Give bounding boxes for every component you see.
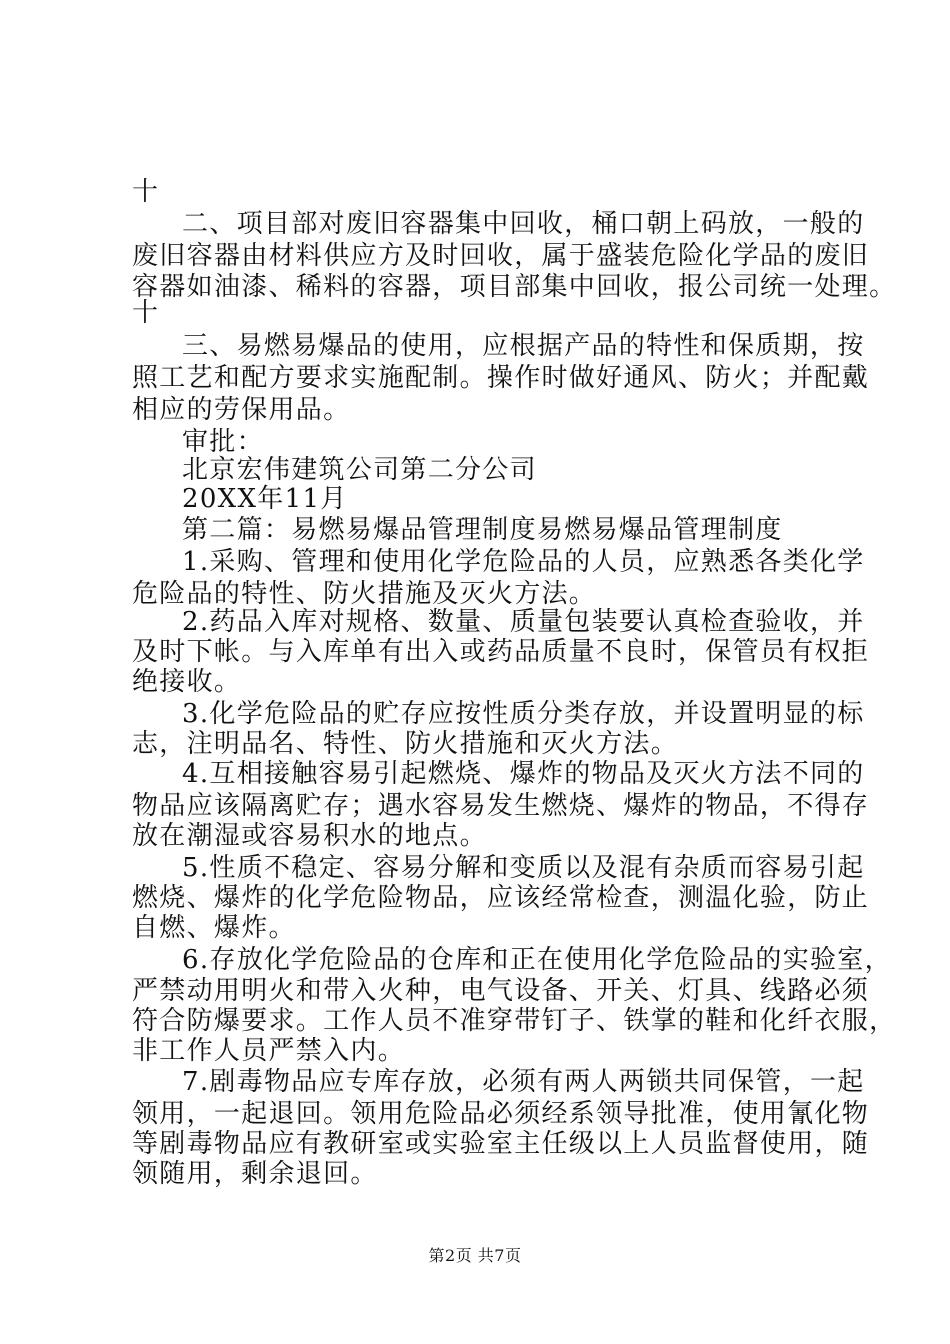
text-line: 20XX年11月 bbox=[182, 484, 348, 514]
text-line: 1.采购、管理和使用化学危险品的人员，应熟悉各类化学 bbox=[182, 547, 865, 577]
text-line: 三、易燃易爆品的使用，应根据产品的特性和保质期，按 bbox=[182, 331, 865, 361]
text-line: 自燃、爆炸。 bbox=[132, 913, 296, 943]
text-line: 及时下帐。与入库单有出入或药品质量不良时，保管员有权拒 bbox=[132, 637, 870, 667]
text-line: 等剧毒物品应有教研室或实验室主任级以上人员监督使用，随 bbox=[132, 1129, 870, 1159]
text-line: 4.互相接触容易引起燃烧、爆炸的物品及灭火方法不同的 bbox=[182, 759, 865, 789]
text-line: 3.化学危险品的贮存应按性质分类存放，并设置明显的标 bbox=[182, 699, 865, 729]
text-line: 危险品的特性、防火措施及灭火方法。 bbox=[132, 579, 597, 609]
text-line: 相应的劳保用品。 bbox=[132, 395, 351, 425]
text-line: 符合防爆要求。工作人员不准穿带钉子、铁掌的鞋和化纤衣服， bbox=[132, 1006, 897, 1036]
text-line: 6.存放化学危险品的仓库和正在使用化学危险品的实验室， bbox=[182, 945, 892, 975]
text-line: 领随用，剩余退回。 bbox=[132, 1159, 378, 1189]
text-line: 领用，一起退回。领用危险品必须经系领导批准，使用氰化物 bbox=[132, 1099, 870, 1129]
text-line: 非工作人员严禁入内。 bbox=[132, 1036, 406, 1066]
text-line: 十 bbox=[132, 298, 160, 328]
text-line: 照工艺和配方要求实施配制。操作时做好通风、防火；并配戴 bbox=[132, 363, 870, 393]
text-line: 废旧容器由材料供应方及时回收，属于盛装危险化学品的废旧 bbox=[132, 241, 870, 271]
text-line: 放在潮湿或容易积水的地点。 bbox=[132, 821, 487, 851]
text-line: 绝接收。 bbox=[132, 667, 242, 697]
text-line: 物品应该隔离贮存；遇水容易发生燃烧、爆炸的物品，不得存 bbox=[132, 791, 870, 821]
text-line: 2.药品入库对规格、数量、质量包装要认真检查验收，并 bbox=[182, 607, 865, 637]
text-line: 二、项目部对废旧容器集中回收，桶口朝上码放，一般的 bbox=[182, 209, 865, 239]
text-line: 严禁动用明火和带入火种，电气设备、开关、灯具、线路必须 bbox=[132, 976, 870, 1006]
text-line: 第二篇：易燃易爆品管理制度易燃易爆品管理制度 bbox=[182, 515, 783, 545]
text-line: 志，注明品名、特性、防火措施和灭火方法。 bbox=[132, 729, 679, 759]
page-number: 第2页 共7页 bbox=[428, 1246, 522, 1265]
text-line: 燃烧、爆炸的化学危险物品，应该经常检查，测温化验，防止 bbox=[132, 883, 870, 913]
text-line: 十 bbox=[132, 177, 160, 207]
text-line: 北京宏伟建筑公司第二分公司 bbox=[182, 455, 537, 485]
text-line: 5.性质不稳定、容易分解和变质以及混有杂质而容易引起 bbox=[182, 853, 865, 883]
text-line: 审批： bbox=[182, 427, 264, 457]
text-line: 容器如油漆、稀料的容器，项目部集中回收，报公司统一处理。 bbox=[132, 272, 897, 302]
text-line: 7.剧毒物品应专库存放，必须有两人两锁共同保管，一起 bbox=[182, 1067, 865, 1097]
